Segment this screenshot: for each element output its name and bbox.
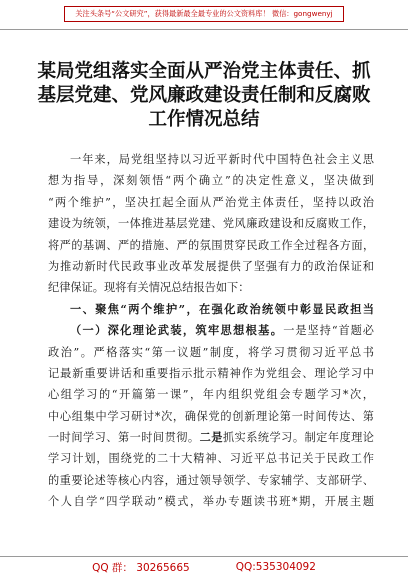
title-line-3: 工作情况总结 xyxy=(148,109,260,130)
body-line: “两个维护”，坚决扛起全面从严治党主体责任，坚持以政治 xyxy=(48,195,374,209)
body-fragment: 抓实系统学习。制定年度理论 xyxy=(222,431,374,445)
body-line: 纪律保证。现将有关情况总结报告如下： xyxy=(48,281,250,295)
body-line: 将严的基调、严的措施、严的氛围贯穿民政工作全过程各方面， xyxy=(48,238,374,252)
footer-qq-contact: QQ:535304092 xyxy=(235,561,316,573)
body-line: 建设为统领，一体推进基层党建、党风廉政建设和反腐败工作， xyxy=(48,217,374,231)
body-line: 学习计划，围绕党的二十大精神、习近平总书记关于民政工作 xyxy=(48,452,374,466)
body-line: 想为指导，深刻领悟“两个确立”的决定性意义，坚决做到 xyxy=(48,174,374,188)
body-line: 中心组集中学习研讨*次，确保党的创新理论第一时间传达、第 xyxy=(48,409,374,423)
header-banner xyxy=(64,6,344,22)
footer-divider xyxy=(0,556,408,557)
subsection-heading: （一）深化理论武装，筑牢思想根基。 xyxy=(70,323,284,338)
document-title xyxy=(18,60,390,132)
body-fragment: 一时间学习、第一时间贯彻。 xyxy=(48,431,200,445)
body-line: 心组学习的“开篇第一课”，年内组织党组会专题学习*次， xyxy=(48,388,374,402)
header-divider xyxy=(0,29,408,30)
subsection-line xyxy=(48,320,374,341)
body-line: 个人自学“四学联动”模式，举办专题读书班*期，开展主题 xyxy=(48,495,374,509)
title-line-2: 基层党建、党风廉政建设责任制和反腐败 xyxy=(37,85,371,106)
document-body xyxy=(48,149,374,513)
title-line-1: 某局党组落实全面从严治党主体责任、抓 xyxy=(37,61,371,82)
point-marker: 二是 xyxy=(199,430,223,445)
section-heading: 一、聚焦“两个维护”，在强化政治统领中彰显民政担当 xyxy=(70,301,374,316)
body-line: 一年来，局党组坚持以习近平新时代中国特色社会主义思 xyxy=(70,153,374,166)
body-line: 的重要论述等核心内容，通过领导领学、专家辅学、支部研学、 xyxy=(48,473,374,487)
footer-qq-group: QQ 群： 30265665 xyxy=(92,561,190,574)
body-line: 记最新重要讲话和重要指示批示精神作为党组会、理论学习中 xyxy=(48,366,374,380)
footer xyxy=(0,558,408,576)
body-line: 为推动新时代民政事业改革发展提供了坚强有力的政治保证和 xyxy=(48,259,374,273)
subsection-lead: 一是坚持“首题必 xyxy=(283,324,374,338)
body-line xyxy=(48,427,374,448)
body-line: 政治”。严格落实“第一议题”制度，将学习贯彻习近平总书 xyxy=(48,345,374,359)
header-banner-text: 关注头条号“公文研究”，获得最新最全最专业的公文资料库！ 微信：gongwenyj xyxy=(75,9,333,18)
